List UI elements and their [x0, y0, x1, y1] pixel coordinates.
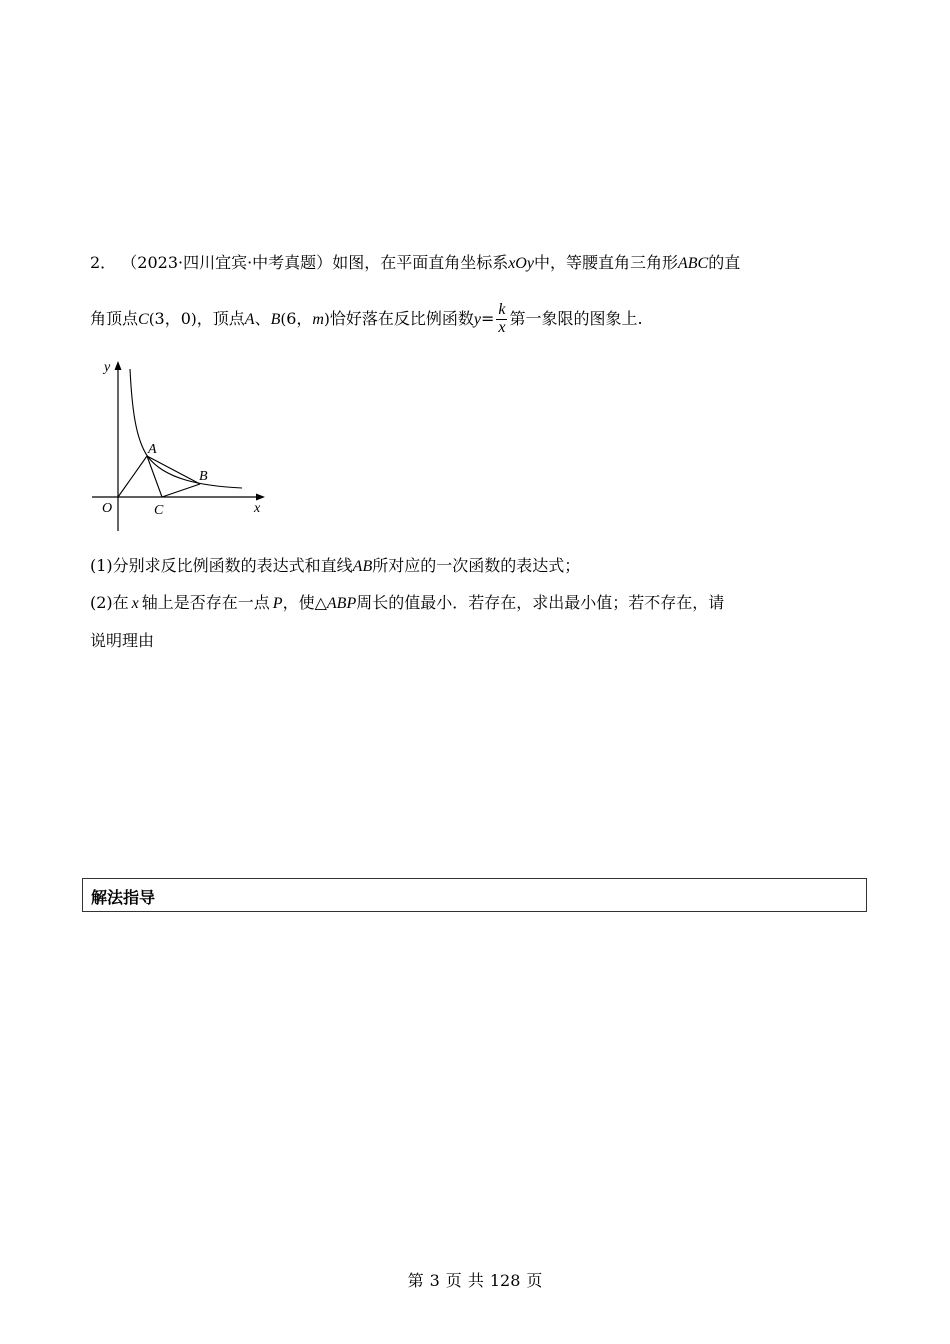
- question-text: 轴上是否存在一点: [141, 593, 270, 612]
- label-c: C: [154, 503, 164, 518]
- segment-oa: [118, 456, 147, 497]
- footer-page-number: 3: [429, 1271, 440, 1290]
- func-y: y: [473, 310, 481, 328]
- question-text: ，使△: [282, 593, 327, 612]
- question-text: 所对应的一次函数的表达式；: [372, 556, 581, 575]
- footer-di: 第: [407, 1271, 424, 1290]
- problem-text: 中，等腰直角三角形: [533, 253, 678, 272]
- point-b: B: [270, 310, 281, 328]
- b-m: m: [312, 310, 324, 328]
- bracket: ): [323, 309, 330, 328]
- question-2: [90, 590, 724, 613]
- fraction-k-over-x: [496, 302, 507, 337]
- line-ab: AB: [352, 558, 373, 575]
- segment-ab: [147, 456, 200, 484]
- footer-gong: 共: [467, 1271, 484, 1290]
- segment-cb: [162, 484, 200, 497]
- problem-text: 角顶点: [90, 308, 139, 328]
- label-y: y: [104, 360, 111, 375]
- problem-text: 如图，在平面直角坐标系: [332, 253, 509, 272]
- x-axis-ref: x: [131, 595, 139, 612]
- triangle-label: ABC: [677, 255, 709, 272]
- point-p: P: [272, 595, 283, 612]
- question-2-line-2: 说明理由: [90, 631, 155, 650]
- footer-ye: 页: [445, 1271, 462, 1290]
- c-coordinates: 3，0: [154, 308, 191, 328]
- separator: 、: [254, 308, 271, 328]
- problem-text: 第一象限的图象上.: [509, 308, 643, 328]
- problem-text: 的直: [708, 253, 741, 272]
- footer-ye2: 页: [526, 1271, 543, 1290]
- label-o: O: [102, 501, 113, 516]
- question-text: (1)分别求反比例函数的表达式和直线: [90, 556, 353, 575]
- question-text: (2)在: [90, 593, 129, 612]
- problem-line-2: [90, 302, 643, 337]
- label-b: B: [199, 469, 208, 484]
- point-c: C: [138, 310, 149, 328]
- footer-total-pages: 128: [489, 1271, 521, 1290]
- problem-number: 2．: [90, 253, 117, 272]
- b-coordinates: 6，: [286, 308, 313, 328]
- label-x: x: [254, 501, 261, 516]
- solution-guide-box: [82, 878, 867, 912]
- question-1: [90, 553, 580, 576]
- coord-system: xOy: [508, 255, 534, 272]
- bracket: ): [190, 309, 197, 328]
- problem-text: ，顶点: [196, 308, 245, 328]
- bracket: (: [148, 309, 155, 328]
- problem-source: （2023·四川宜宾·中考真题）: [121, 253, 333, 272]
- coordinate-figure: [90, 355, 270, 535]
- page-footer: [0, 1268, 950, 1291]
- fraction-denominator: x: [498, 318, 506, 336]
- x-axis-arrow: [256, 494, 265, 501]
- problem-line-1: [90, 250, 740, 273]
- equals-sign: =: [480, 308, 495, 328]
- label-a: A: [148, 442, 157, 457]
- question-text: 周长的值最小．若存在，求出最小值；若不存在，请: [356, 593, 725, 612]
- point-a: A: [244, 310, 255, 328]
- fraction-numerator: k: [498, 301, 506, 318]
- y-axis-arrow: [115, 361, 122, 370]
- problem-text: 恰好落在反比例函数: [329, 308, 474, 328]
- hyperbola-curve: [130, 369, 242, 488]
- triangle-abp: ABP: [326, 595, 357, 612]
- bracket: (: [280, 309, 287, 328]
- solution-guide-title: 解法指导: [91, 888, 156, 907]
